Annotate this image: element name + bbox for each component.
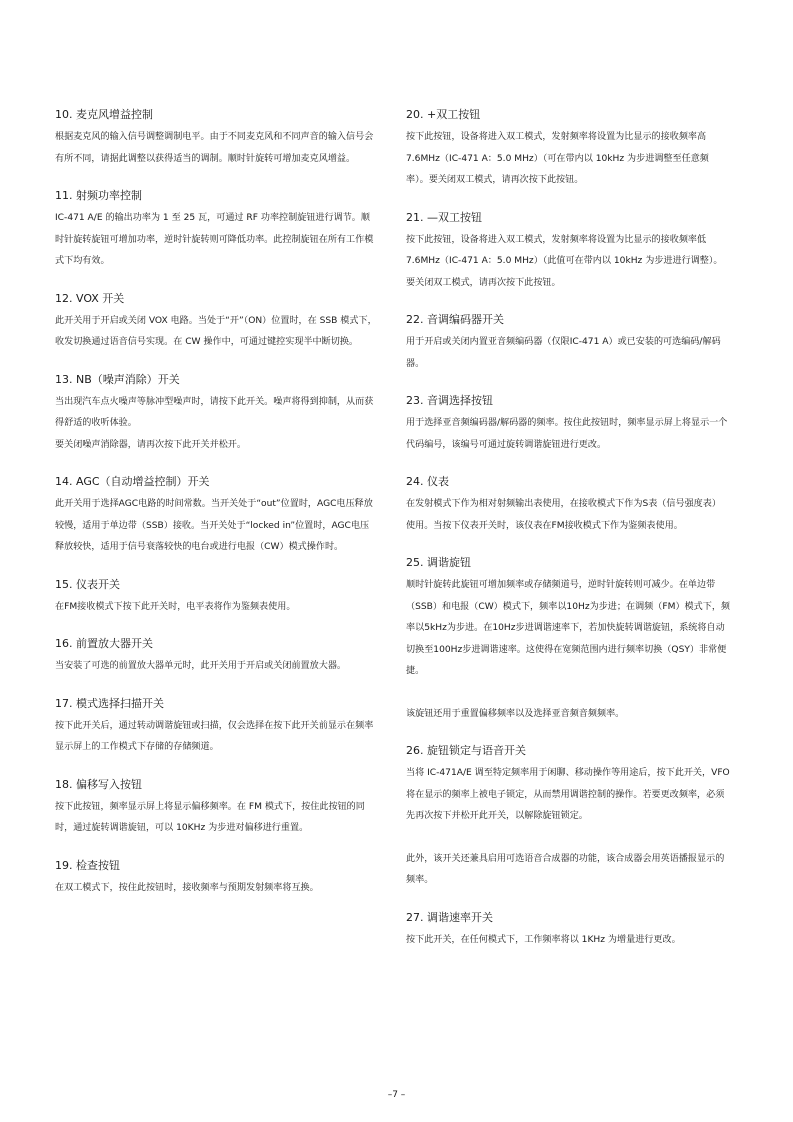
section-text: 当将 IC-471A/E 调至特定频率用于闲聊、移动操作等用途后，按下此开关，VFO 将在显示的频率上被电子锁定，从而禁用调谐控制的操作。若要更改频率，必须先再次按下并松开此开关，以解除旋钮锁定。	[406, 768, 730, 821]
section-text: 此开关用于选择AGC电路的时间常数。当开关处于“out”位置时，AGC电压释放较慢，适用于单边带（SSB）接收。当开关处于“locked in”位置时，AGC电压释放较快，适用于信号衰落较快的电台或进行电报（CW）模式操作时。	[55, 499, 373, 552]
section-27-tuning-rate	[406, 909, 730, 952]
section-text: 此外，该开关还兼具启用可选语音合成器的功能，该合成器会用英语播报显示的频率。	[406, 853, 725, 885]
section-heading: 25. 调谐旋钮	[406, 556, 471, 569]
section-10-mic-gain	[55, 106, 378, 170]
section-heading: 14. AGC（自动增益控制）开关	[55, 475, 210, 488]
section-24-meter	[406, 473, 730, 537]
section-25-tuning-knob	[406, 554, 730, 725]
section-heading: 23. 音调选择按钮	[406, 394, 493, 407]
section-text: 按下此开关后，通过转动调谐旋钮或扫描，仅会选择在按下此开关前显示在频率显示屏上的工作模式下存储的存储频道。	[55, 720, 374, 752]
section-text: 当出现汽车点火噪声等脉冲型噪声时，请按下此开关。噪声将得到抑制，从而获得舒适的收听体验。	[55, 396, 374, 428]
section-heading: 18. 偏移写入按钮	[55, 777, 142, 791]
section-text: 当安装了可选的前置放大器单元时，此开关用于开启或关闭前置放大器。	[55, 661, 347, 671]
section-heading: 16. 前置放大器开关	[55, 637, 153, 650]
page-number: –7 –	[387, 1090, 406, 1100]
section-text: 根据麦克风的输入信号调整调制电平。由于不同麦克风和不同声音的输入信号会有所不同，请据此调整以获得适当的调制。顺时针旋转可增加麦克风增益。	[55, 132, 374, 164]
section-heading: 17. 模式选择扫描开关	[55, 696, 164, 710]
section-23-tone-select	[406, 392, 730, 456]
section-16-preamp	[55, 635, 378, 678]
section-19-check	[55, 857, 378, 900]
section-text: 此开关用于开启或关闭 VOX 电路。当处于“开”（ON）位置时，在 SSB 模式下，收发切换通过语音信号实现。在 CW 操作中，可通过键控实现半中断切换。	[55, 315, 377, 347]
section-heading: 13. NB（噪声消除）开关	[55, 372, 180, 386]
section-18-offset-write	[55, 776, 378, 840]
right-column	[406, 106, 730, 968]
section-text: 在双工模式下，按住此按钮时，接收频率与预期发射频率将互换。	[55, 882, 319, 893]
section-17-mode-scan	[55, 695, 378, 759]
section-text: 按下此按钮，设备将进入双工模式，发射频率将设置为比显示的接收频率高 7.6MHz（IC-471 A：5.0 MHz）（可在带内以 10kHz 为步进调整至任意频率）。要关闭双工模式，请再次按下此按钮。	[406, 132, 709, 185]
section-text: 按下此按钮，设备将进入双工模式，发射频率将设置为比显示的接收频率低 7.6MHz（IC-471 A：5.0 MHz）（此值可在带内以 10kHz 为步进进行调整）。要关闭双工模式，请再次按下此按钮。	[406, 234, 723, 288]
section-text: 顺时针旋转此旋钮可增加频率或存储频道号，逆时针旋转则可减少。在单边带（SSB）和电报（CW）模式下，频率以10Hz为步进；在调频（FM）模式下，频率以5kHz为步进。在10Hz步进调谐速率下，若加快旋转调谐旋钮，系统将自动切换至100Hz步进调谐速率。这使得在宽频范围内进行频率切换（QSY）非常便捷。	[406, 580, 731, 676]
section-heading: 20. +双工按钮	[406, 108, 481, 121]
section-13-nb	[55, 371, 378, 457]
section-heading: 27. 调谐速率开关	[406, 910, 493, 924]
section-heading: 21. —双工按钮	[406, 210, 482, 224]
section-heading: 26. 旋钮锁定与语音开关	[406, 744, 526, 757]
section-22-tone-encoder	[406, 311, 730, 375]
section-26-lock-voice	[406, 742, 730, 892]
section-21-minus-duplex	[406, 209, 730, 295]
section-20-plus-duplex	[406, 106, 730, 192]
section-15-meter-switch	[55, 576, 378, 619]
section-14-agc	[55, 473, 378, 559]
section-text: 该旋钮还用于重置偏移频率以及选择亚音频音频频率。	[406, 708, 625, 719]
section-text: 按下此开关，在任何模式下，工作频率将以 1KHz 为增量进行更改。	[406, 934, 681, 945]
section-text: 在发射模式下作为相对射频输出表使用，在接收模式下作为S表（信号强度表）使用。当按下仪表开关时，该仪表在FM接收模式下作为鉴频表使用。	[406, 499, 721, 531]
section-heading: 15. 仪表开关	[55, 577, 120, 591]
section-heading: 22. 音调编码器开关	[406, 313, 504, 326]
section-text: 在FM接收模式下按下此开关时，电平表将作为鉴频表使用。	[55, 601, 296, 612]
section-heading: 11. 射频功率控制	[55, 189, 142, 202]
section-11-rf-power	[55, 187, 378, 273]
section-text: IC-471 A/E 的输出功率为 1 至 25 瓦，可通过 RF 功率控制旋钮进行调节。顺时针旋转旋钮可增加功率，逆时针旋转则可降低功率。此控制旋钮在所有工作模式下均有效。	[55, 213, 374, 266]
section-heading: 12. VOX 开关	[55, 291, 125, 305]
section-heading: 10. 麦克风增益控制	[55, 108, 153, 121]
section-text: 用于选择亚音频编码器/解码器的频率。按住此按钮时，频率显示屏上将显示一个代码编号，该编号可通过旋转调谐旋钮进行更改。	[406, 418, 728, 450]
left-column	[55, 106, 378, 916]
section-12-vox	[55, 290, 378, 354]
section-heading: 19. 检查按钮	[55, 858, 120, 872]
section-text: 要关闭噪声消除器，请再次按下此开关并松开。	[55, 439, 246, 450]
section-heading: 24. 仪表	[406, 475, 449, 488]
section-text: 按下此按钮，频率显示屏上将显示偏移频率。在 FM 模式下，按住此按钮的同时，通过旋转调谐旋钮，可以 10KHz 为步进对偏移进行重置。	[55, 801, 365, 833]
section-text: 用于开启或关闭内置亚音频编码器（仅限IC-471 A）或已安装的可选编码/解码器。	[406, 337, 721, 369]
